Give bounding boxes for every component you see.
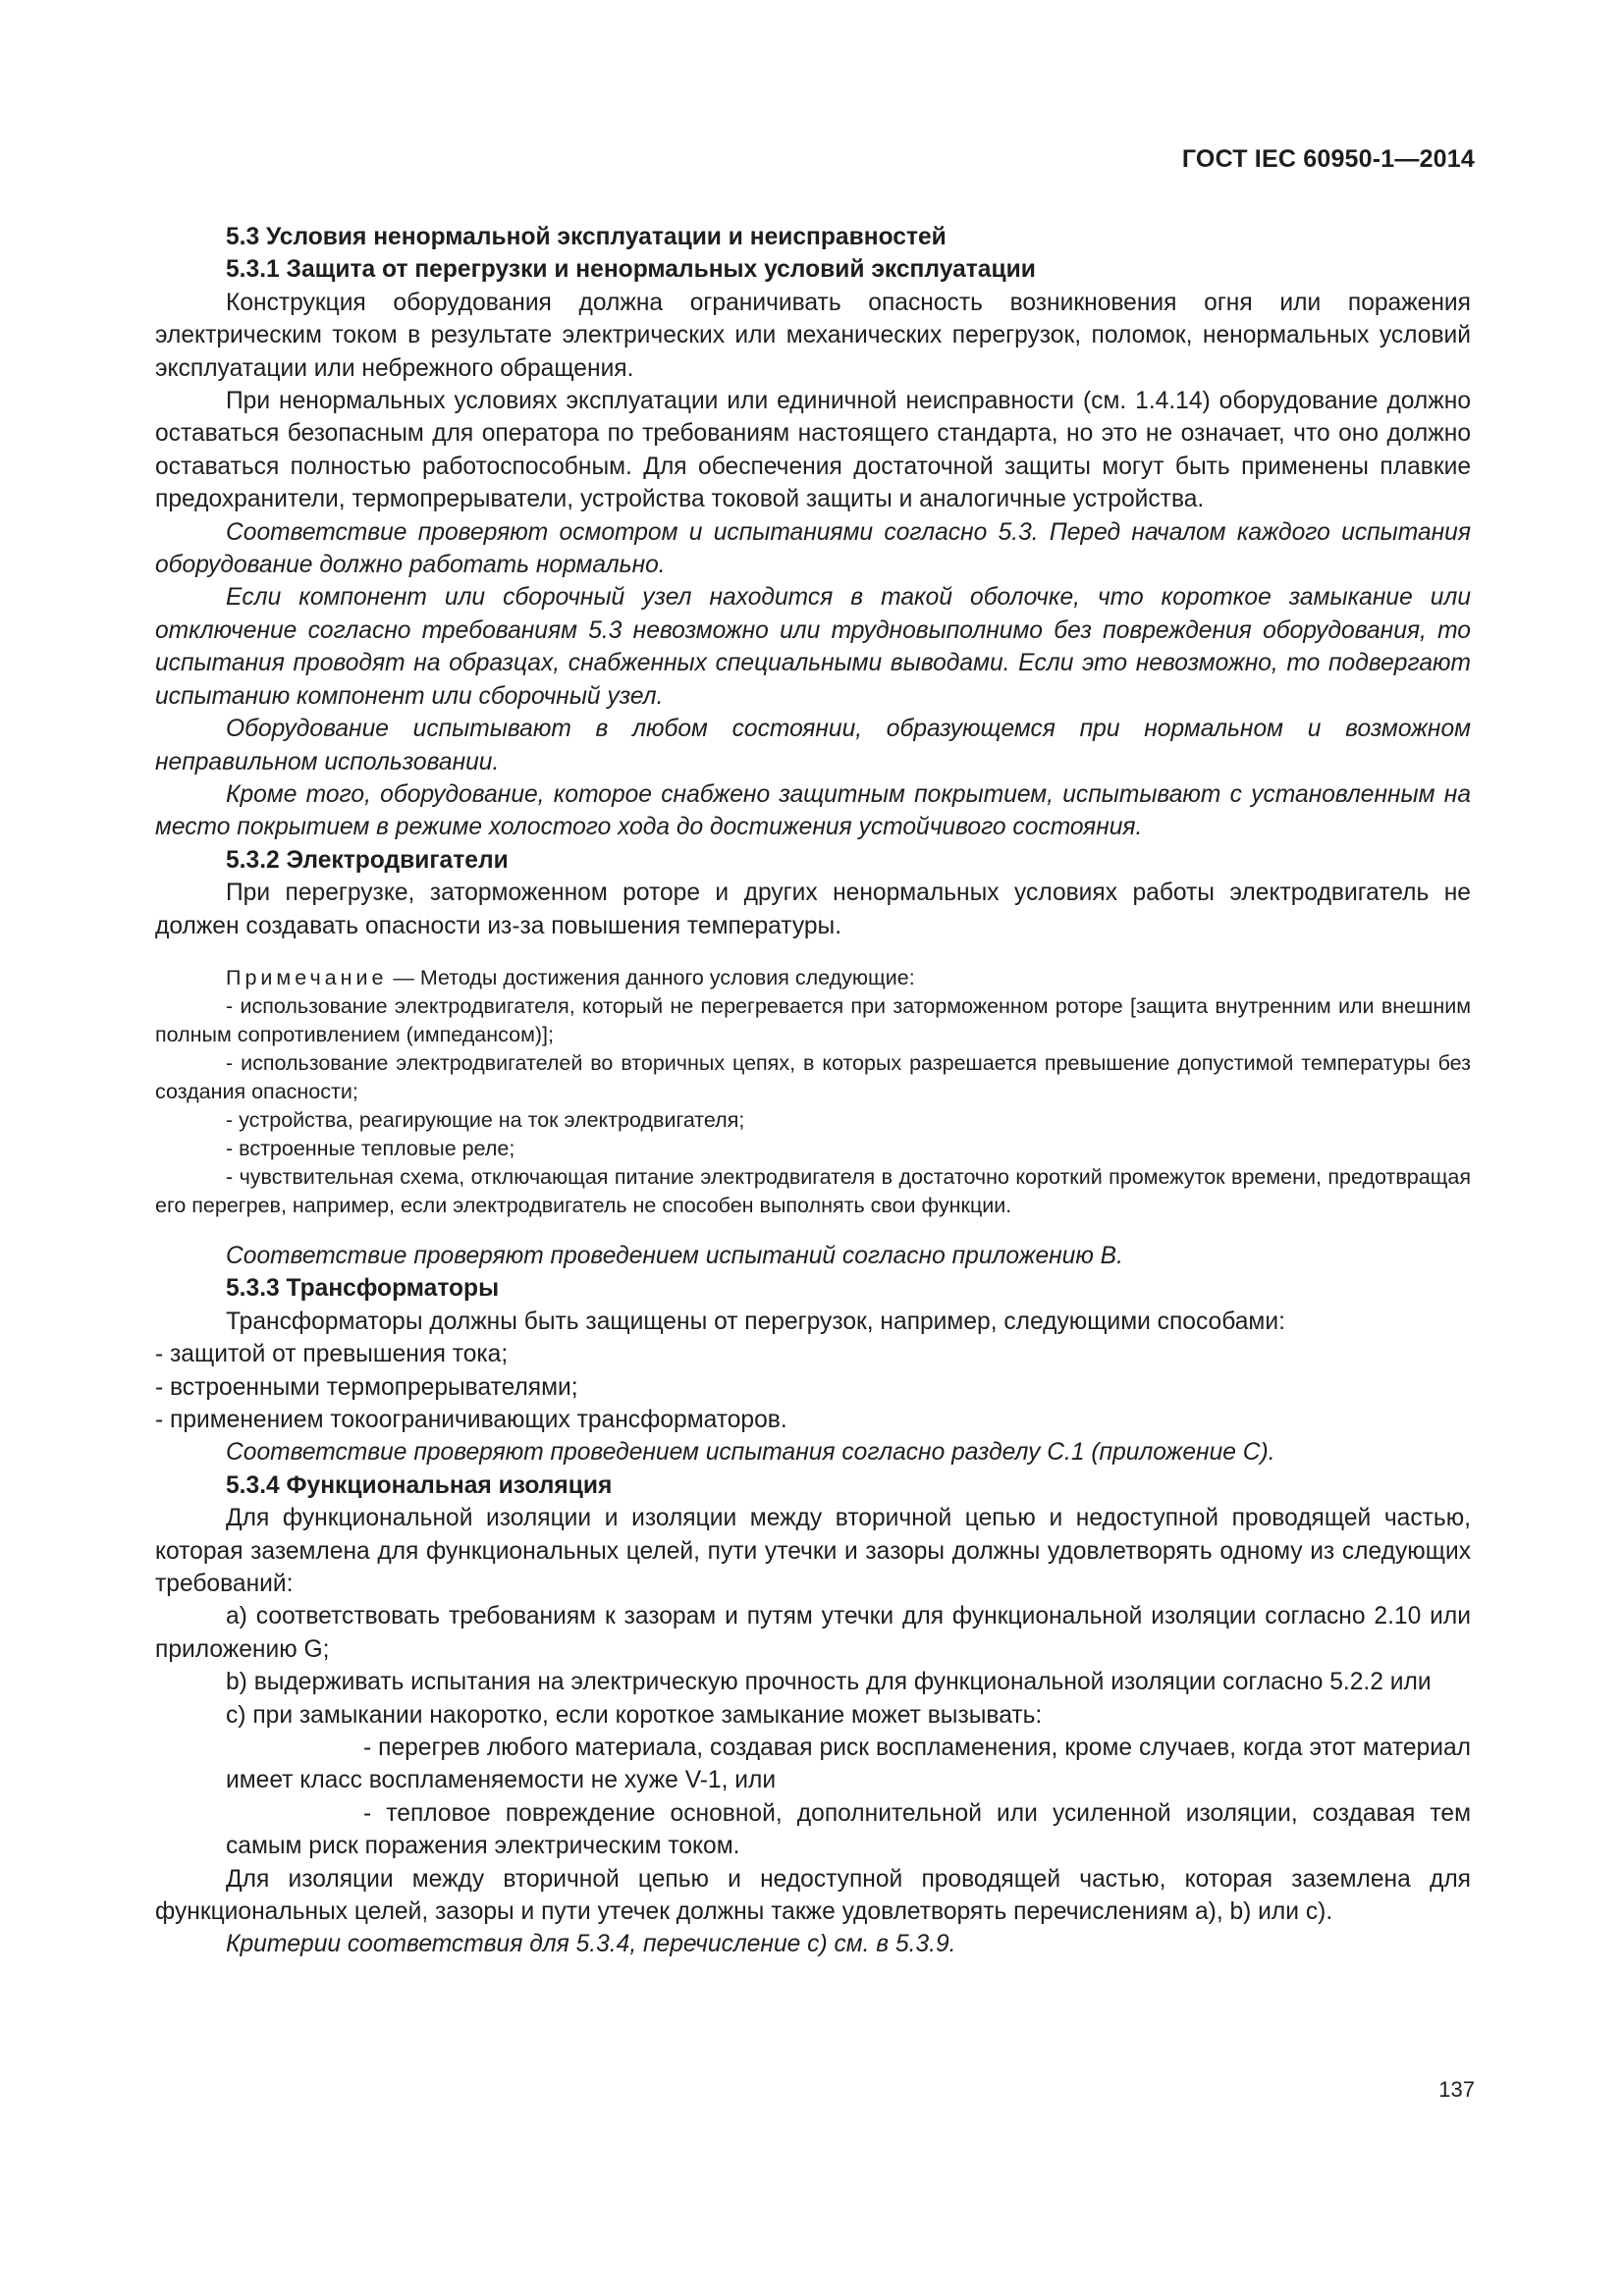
note-item: - встроенные тепловые реле;: [226, 1136, 515, 1160]
compliance-paragraph: Соответствие проверяют проведением испытания согласно разделу С.1 (приложение С).: [226, 1439, 1275, 1467]
note-item: - использование электродвигателей во вторичных цепях, в которых разрешается превышение допустимой температуры без создания опасности;: [155, 1050, 1471, 1103]
paragraph: При перегрузке, заторможенном роторе и других ненормальных условиях работы электродвигатель не должен создавать опасности из-за повышения температуры.: [155, 880, 1471, 939]
list-item: - защитой от превышения тока;: [155, 1341, 509, 1368]
enum-item-c: с) при замыкании накоротко, если короткое замыкание может вызывать:: [226, 1701, 1043, 1729]
paragraph: Для изоляции между вторичной цепью и недоступной проводящей частью, которая заземлена для функциональных целей, зазоры и пути утечек должны также удовлетворять перечислениям а), b) или с).: [155, 1865, 1471, 1926]
list-item: - применением токоограничивающих трансформаторов.: [155, 1406, 787, 1433]
section-5-3-1-title: 5.3.1 Защита от перегрузки и ненормальных условий эксплуатации: [226, 256, 1036, 284]
standard-header: ГОСТ IEC 60950-1—2014: [1181, 145, 1475, 173]
section-5-3-4-title: 5.3.4 Функциональная изоляция: [226, 1471, 613, 1499]
compliance-paragraph: Кроме того, оборудование, которое снабжено защитным покрытием, испытывают с установленным на место покрытием в режиме холостого хода до достижения устойчивого состояния.: [155, 780, 1471, 841]
compliance-paragraph: Соответствие проверяют проведением испытаний согласно приложению В.: [226, 1242, 1123, 1269]
note-block: [155, 964, 1471, 1220]
sub-list-item: - тепловое повреждение основной, дополнительной или усиленной изоляции, создавая тем самым риск поражения электрическим током.: [226, 1799, 1471, 1860]
enum-item-a: а) соответствовать требованиям к зазорам и путям утечки для функциональной изоляции согласно 2.10 или приложению G;: [155, 1603, 1471, 1663]
section-5-3-2-title: 5.3.2 Электродвигатели: [226, 846, 509, 874]
compliance-paragraph: Если компонент или сборочный узел находится в такой оболочке, что короткое замыкание или отключение согласно требованиям 5.3 невозможно или трудновыполнимо без повреждения оборудования, то испытания проводят на образцах, снабженных специальными выводами. Если это невозможно, то подвергают испытанию компонент или сборочный узел.: [155, 584, 1471, 710]
paragraph: Для функциональной изоляции и изоляции между вторичной цепью и недоступной проводящей частью, которая заземлена для функциональных целей, пути утечки и зазоры должны удовлетворять одному из следующих требований:: [155, 1505, 1471, 1597]
list-item: - встроенными термопрерывателями;: [155, 1373, 578, 1401]
enum-item-b: b) выдерживать испытания на электрическую прочность для функциональной изоляции согласно 5.2.2 или: [226, 1669, 1432, 1696]
section-5-3-title: 5.3 Условия ненормальной эксплуатации и неисправностей: [226, 224, 947, 250]
note-item: - устройства, реагирующие на ток электродвигателя;: [226, 1107, 745, 1132]
note-intro: [155, 964, 1471, 992]
page-content: [155, 221, 1471, 1961]
note-item: - чувствительная схема, отключающая питание электродвигателя в достаточно короткий промежуток времени, предотвращая его перегрев, например, если электродвигатель не способен выполнять свои функции.: [155, 1164, 1471, 1217]
note-intro-text: — Методы достижения данного условия следующие:: [387, 965, 915, 989]
note-label: Примечание: [226, 965, 388, 989]
note-item: - использование электродвигателя, который не перегревается при заторможенном роторе [защита внутренним или внешним полным сопротивлением (импедансом)];: [155, 993, 1471, 1046]
sub-list-item: - перегрев любого материала, создавая риск воспламенения, кроме случаев, когда этот материал имеет класс воспламеняемости не хуже V-1, или: [226, 1735, 1471, 1794]
compliance-paragraph: Оборудование испытывают в любом состоянии, образующемся при нормальном и возможном неправильном использовании.: [155, 716, 1471, 775]
paragraph: При ненормальных условиях эксплуатации или единичной неисправности (см. 1.4.14) оборудование должно оставаться безопасным для оператора по требованиям настоящего стандарта, но это не означает, что оно должно оставаться полностью работоспособным. Для обеспечения достаточной защиты могут быть применены плавкие предохранители, термопрерыватели, устройства токовой защиты и аналогичные устройства.: [155, 388, 1471, 513]
paragraph: Конструкция оборудования должна ограничивать опасность возникновения огня или поражения электрическим током в результате электрических или механических перегрузок, поломок, ненормальных условий эксплуатации или небрежного обращения.: [155, 289, 1471, 382]
paragraph: Трансформаторы должны быть защищены от перегрузок, например, следующими способами:: [226, 1308, 1285, 1335]
criteria-paragraph: Критерии соответствия для 5.3.4, перечисление с) см. в 5.3.9.: [226, 1931, 956, 1958]
compliance-paragraph: Соответствие проверяют осмотром и испытаниями согласно 5.3. Перед началом каждого испытания оборудование должно работать нормально.: [155, 518, 1471, 579]
section-5-3-3-title: 5.3.3 Трансформаторы: [226, 1275, 500, 1303]
page-number: 137: [1438, 2077, 1475, 2102]
